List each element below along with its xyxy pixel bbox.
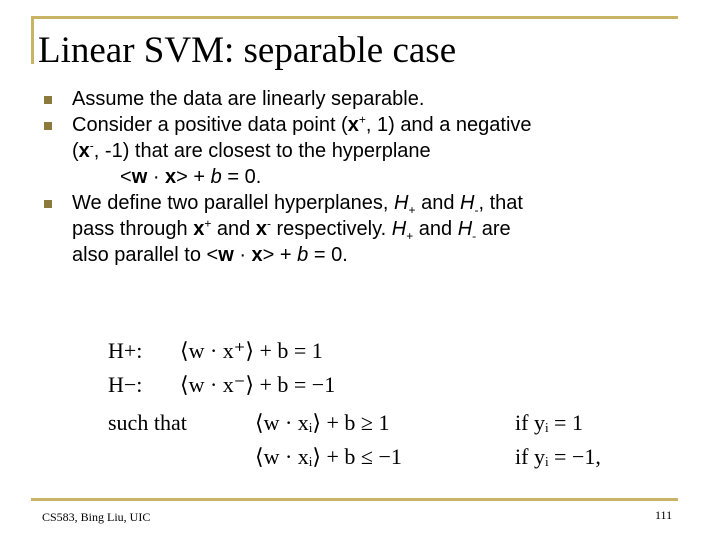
text-span: pass through [72,218,194,240]
equation-body: ⟨w · xᵢ⟩ + b ≤ −1 [255,444,402,469]
text-span: respectively. [270,218,392,240]
vector-x: x [165,166,177,188]
square-bullet-icon [44,122,52,130]
superscript-minus: - [266,216,271,231]
frame-bottom-rule [31,498,678,501]
text-span: and [413,218,458,240]
page-number: 111 [655,508,673,522]
text-span: and [211,218,256,240]
hyperplane-h: H [460,192,475,214]
subscript-plus: + [408,203,416,217]
dot-operator: · [152,166,160,188]
bullet-1 [42,86,682,112]
vector-w: w [218,244,234,266]
slide-title: Linear SVM: separable case [38,30,457,71]
text-span: Consider a positive data point ( [72,114,348,136]
vector-x: x [255,218,267,240]
text-span: are [476,218,511,240]
equation-condition: if yᵢ = 1 [515,410,583,435]
subscript-plus: + [406,229,414,243]
square-bullet-icon [44,200,52,208]
equation-body: ⟨w · xᵢ⟩ + b ≥ 1 [255,410,390,435]
scalar-b: b [210,166,222,188]
scalar-b: b [297,244,309,266]
text-span: ( [72,140,79,162]
vector-x: x [78,140,90,162]
frame-top-rule [31,16,678,19]
subscript-minus: - [472,229,477,243]
text-span: > [176,166,188,188]
bullet-2-line-1 [72,112,682,138]
text-span: + [187,166,211,188]
dot-operator: · [233,244,252,266]
bullet-list [42,86,682,268]
bullet-2-line-2 [72,138,682,164]
hyperplane-h: H [394,192,409,214]
text-span: = 0. [308,244,348,266]
text-span: , 1) and a negative [365,114,532,136]
superscript-plus: + [204,216,212,231]
text-span: also parallel to < [72,244,219,266]
vector-x: x [347,114,359,136]
text-span: and [415,192,460,214]
vector-x: x [251,244,263,266]
text-span: < [120,166,132,188]
bullet-3-line-2 [72,216,682,242]
text-span: , -1) that are closest to the hyperplane [93,140,431,162]
vector-x: x [193,218,205,240]
text-span: , that [478,192,523,214]
text-span: > + [262,244,298,266]
text-span: = 0. [221,166,262,188]
bullet-1-text: Assume the data are linearly separable. [72,88,425,110]
hyperplane-h: H [457,218,473,240]
square-bullet-icon [44,96,52,104]
hyperplane-h: H [391,218,407,240]
equation-body: ⟨w · x⁺⟩ + b = 1 [180,338,323,363]
frame-left-rule [31,16,34,64]
equation-condition: if yᵢ = −1, [515,444,601,469]
equation-label: H−: [108,372,143,397]
subscript-minus: - [474,203,479,217]
equation-label: such that [108,410,187,435]
bullet-3 [42,190,682,268]
vector-w: w [131,166,148,188]
equation-block [100,330,640,470]
superscript-plus: + [358,112,366,127]
superscript-minus: - [89,138,94,153]
bullet-3-line-3 [72,242,682,268]
text-span: We define two parallel hyperplanes, [72,192,395,214]
equation-label: H+: [108,338,143,363]
equation-body: ⟨w · x⁻⟩ + b = −1 [180,372,336,397]
bullet-2 [42,112,682,190]
footer-course: CS583, Bing Liu, UIC [42,510,151,524]
bullet-2-equation [72,164,682,190]
bullet-3-line-1 [72,190,682,216]
